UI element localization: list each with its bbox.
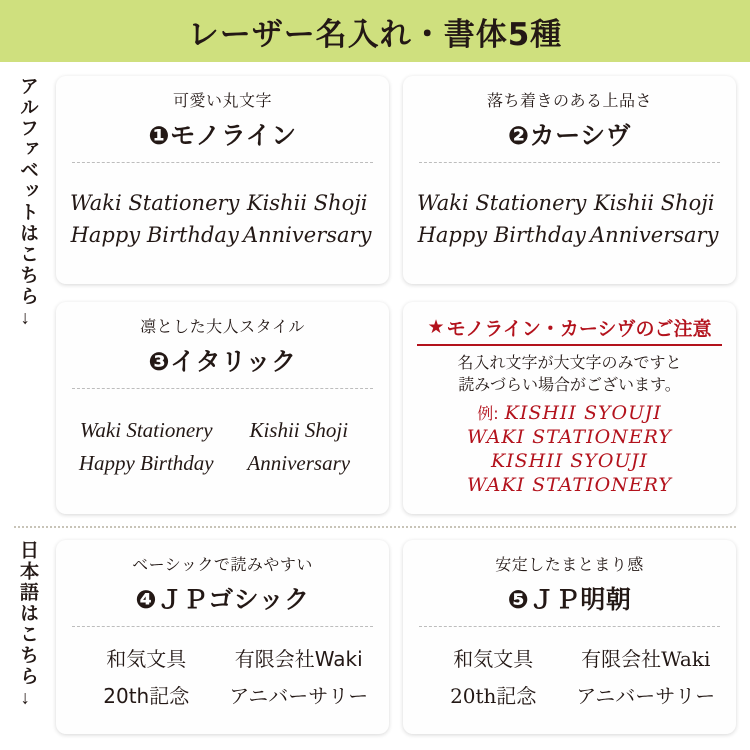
content-area (0, 62, 750, 750)
font-card-title: ❶モノライン (148, 121, 297, 150)
notice-example (417, 401, 722, 496)
font-card-italic[interactable] (56, 302, 389, 514)
rail-japanese-label: 日本語はこちら (16, 540, 39, 687)
font-sample: 和気文具 (106, 646, 187, 671)
font-sample: 20th記念 (450, 683, 537, 708)
rail-japanese (10, 540, 44, 740)
alphabet-card-grid (56, 76, 736, 514)
font-card-subtitle: 凛とした大人スタイル (140, 317, 305, 336)
notice-example-cursive: WAKI STATIONERY (467, 474, 672, 497)
page-title: レーザー名入れ・書体5種 (187, 16, 563, 53)
font-card-title: ❸イタリック (148, 347, 297, 376)
font-sample: Waki Stationery (79, 417, 213, 442)
font-sample: アニバーサリー (229, 683, 369, 708)
font-sample: Happy Birthday (70, 222, 239, 247)
star-icon: ★ (427, 316, 445, 338)
font-card-jp-gothic[interactable] (56, 540, 389, 734)
font-sample: 20th記念 (103, 683, 190, 708)
notice-body-line: 名入れ文字が大文字のみですと (457, 353, 682, 372)
font-sample: 和気文具 (453, 646, 534, 671)
font-card-cursive[interactable] (403, 76, 736, 284)
font-sample: Happy Birthday (417, 222, 586, 247)
font-sample-list (417, 163, 722, 274)
font-sample-list (70, 627, 375, 724)
notice-example-monoline: WAKI STATIONERY (467, 426, 672, 449)
notice-body (417, 352, 722, 395)
notice-heading-text: モノライン・カーシヴのご注意 (446, 318, 712, 340)
font-sample: 有限会社Waki (581, 646, 711, 671)
font-sample: Happy Birthday (78, 450, 214, 475)
arrow-right-icon: → (16, 309, 38, 328)
font-sample: Kishii Shoji (249, 417, 349, 442)
font-sample: Kishii Shoji (593, 190, 715, 215)
font-card-subtitle: 可愛い丸文字 (172, 91, 272, 110)
font-sample-list (70, 163, 375, 274)
font-card-title: ❺ＪＰ明朝 (507, 585, 632, 614)
font-sample: 有限会社Waki (234, 646, 363, 671)
font-sample: Waki Stationery (70, 190, 240, 215)
font-card-subtitle: ベーシックで読みやすい (132, 555, 313, 574)
notice-body-line: 読みづらい場合がございます。 (458, 374, 681, 394)
notice-example-row (417, 401, 722, 424)
font-card-title: ❷カーシヴ (507, 121, 632, 150)
font-card-subtitle: 安定したまとまり感 (495, 555, 644, 574)
font-sample: Waki Stationery (417, 190, 587, 215)
font-card-subtitle: 落ち着きのある上品さ (486, 91, 652, 110)
rail-alphabet (10, 76, 44, 516)
arrow-right-icon: → (16, 689, 38, 708)
font-sample: Anniversary (242, 222, 372, 247)
section-divider (14, 526, 736, 528)
font-sample-list (70, 389, 375, 504)
notice-example-label: 例: (477, 404, 499, 424)
font-card-title: ❹ＪＰゴシック (135, 585, 310, 614)
font-card-jp-mincho[interactable] (403, 540, 736, 734)
page-header (0, 0, 750, 62)
notice-example-monoline: KISHII SYOUJI (504, 402, 662, 425)
notice-heading (417, 314, 722, 346)
rail-alphabet-label: アルファベットはこちら (16, 76, 39, 307)
font-sample: Anniversary (589, 222, 719, 247)
font-sample-list (417, 627, 722, 724)
notice-example-cursive: KISHII SYOUJI (490, 450, 649, 473)
font-sample: Kishii Shoji (246, 190, 368, 215)
notice-panel (403, 302, 736, 514)
font-sample: Anniversary (247, 450, 351, 475)
font-card-monoline[interactable] (56, 76, 389, 284)
font-sample: アニバーサリー (576, 683, 716, 708)
japanese-card-grid (56, 540, 736, 734)
